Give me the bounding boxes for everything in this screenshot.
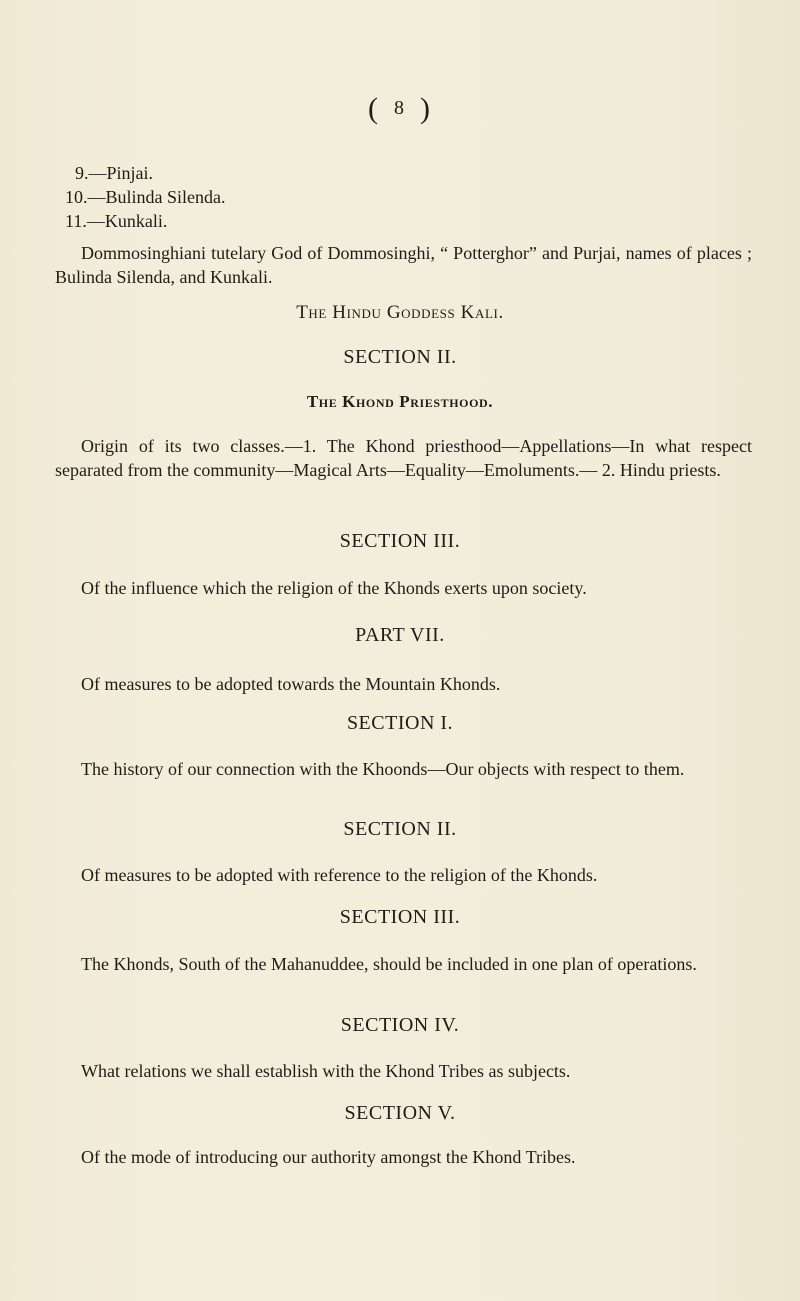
part-text: Of measures to be adopted towards the Mountain Khonds. <box>81 674 501 694</box>
page-number: ( 8 ) <box>368 92 432 125</box>
section-text: Of measures to be adopted with reference to the religion of the Khonds. <box>81 865 598 885</box>
list-item: 10.—Bulinda Silenda. <box>65 187 226 207</box>
list-item: 11.—Kunkali. <box>65 211 168 231</box>
list-item: 9.—Pinjai. <box>75 163 154 183</box>
section-heading: SECTION IV. <box>340 1014 460 1036</box>
section-heading: SECTION II. <box>343 818 457 840</box>
part-heading: PART VII. <box>355 624 445 646</box>
section-text: The history of our connection with the Khoonds—Our objects with respect to them. <box>81 759 685 779</box>
goddess-heading: The Hindu Goddess Kali. <box>296 302 504 323</box>
section-heading: SECTION II. <box>343 346 457 368</box>
section-heading: SECTION I. <box>346 712 454 734</box>
section-text: What relations we shall establish with the Khond Tribes as subjects. <box>81 1061 571 1081</box>
section-text: The Khonds, South of the Mahanuddee, should be included in one plan of operations. <box>81 954 697 974</box>
priesthood-paragraph: Origin of its two classes.—1. The Khond priesthood—Appellations—In what respect separated from the community—Magical Arts—Equality—Emoluments.— 2. Hindu priests. <box>55 436 752 480</box>
section-heading: SECTION III. <box>339 906 461 928</box>
priesthood-heading: The Khond Priesthood. <box>306 392 494 411</box>
section-heading: SECTION V. <box>344 1102 456 1124</box>
note-paragraph: Dommosinghiani tutelary God of Dommosinghi, “ Potterghor” and Purjai, names of places ; Bulinda Silenda, and Kunkali. <box>55 243 752 287</box>
section-text: Of the influence which the religion of the Khonds exerts upon society. <box>81 578 587 598</box>
section-text: Of the mode of introducing our authority amongst the Khond Tribes. <box>81 1147 576 1167</box>
section-heading: SECTION III. <box>339 530 461 552</box>
